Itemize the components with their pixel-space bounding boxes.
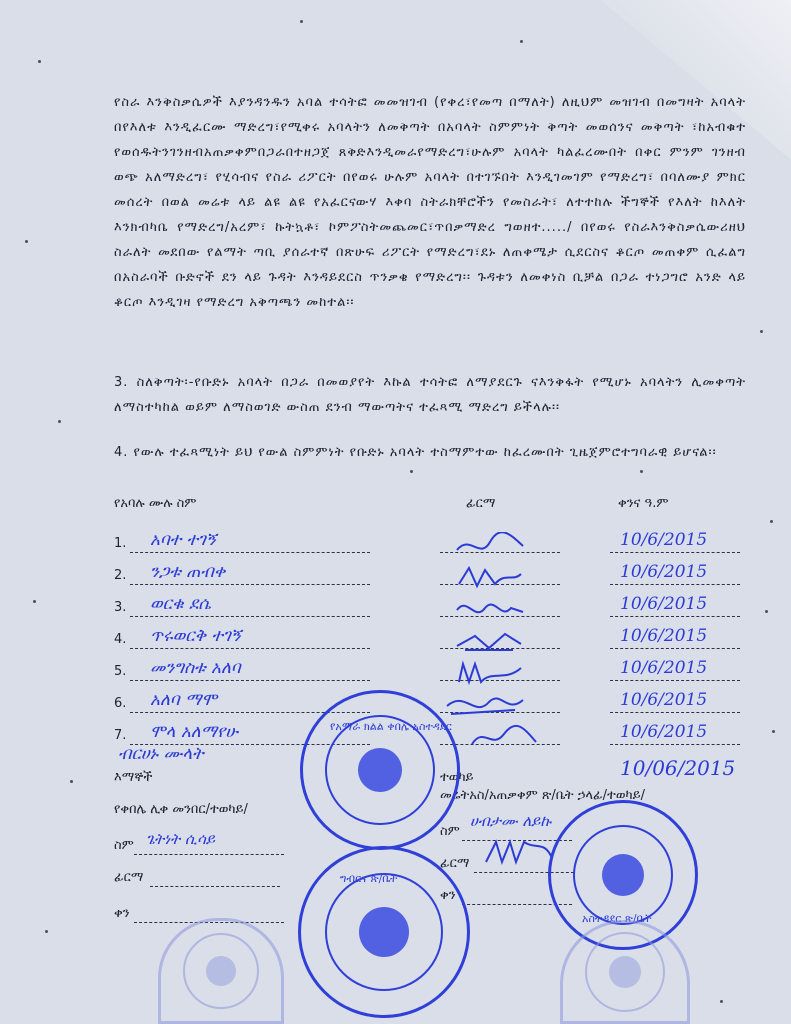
- signature-row: [0, 592, 791, 622]
- extra-sign-date: 10/06/2015: [620, 756, 736, 780]
- signature-row: [0, 528, 791, 558]
- speck: [38, 60, 41, 63]
- land-office-role: መሬትአስ/አጠቃቀም ጽ/ቤት ኃላፊ/ተወካይ/: [440, 788, 645, 803]
- signature-row: [0, 560, 791, 590]
- speck: [45, 930, 48, 933]
- sign-date: 10/6/2015: [620, 690, 708, 710]
- date-line: [610, 712, 740, 713]
- kebele-name-label: ስም: [114, 838, 134, 853]
- stamp-3-text: አስተዳደር ጽ/ቤት: [582, 912, 652, 925]
- speck: [300, 20, 303, 23]
- header-member-name: የአባሉ ሙሉ ስም: [114, 496, 197, 511]
- kebele-signature-label: ፊርማ: [114, 870, 144, 885]
- member-name: ሞላ አለማየሁ: [150, 722, 238, 742]
- row-number: 6.: [114, 696, 127, 711]
- row-number: 1.: [114, 536, 127, 551]
- sign-date: 10/6/2015: [620, 658, 708, 678]
- emblem-icon: [359, 907, 409, 957]
- row-number: 4.: [114, 632, 127, 647]
- emblem-icon: [358, 748, 402, 792]
- emblem-icon: [206, 956, 236, 986]
- member-name: ጥሩወርቅ ተገኝ: [150, 626, 241, 646]
- member-name: ወርቁ ደሴ: [150, 594, 211, 614]
- date-line: [610, 584, 740, 585]
- kebele-chair-role: የቀበሌ ሊቀ መንበር/ተወካይ/: [114, 802, 248, 817]
- signature-scribble: [455, 628, 525, 654]
- land-signature-label: ፊርማ: [440, 856, 470, 871]
- name-line: [130, 680, 370, 681]
- paragraph-validity: 4. የውሉ ተፈጻሚነት ይህ የውል ስምምነት የቡድኑ አባላት ተስማምተው ከፈረሙበት ጊዜጀምሮተግባራዊ ይሆናል፡፡: [114, 445, 717, 460]
- date-line: [610, 616, 740, 617]
- sign-date: 10/6/2015: [620, 530, 708, 550]
- sign-date: 10/6/2015: [620, 722, 708, 742]
- row-number: 3.: [114, 600, 127, 615]
- speck: [640, 470, 643, 473]
- faded-stamp-left: [158, 918, 284, 1024]
- signature-scribble: [470, 724, 540, 750]
- signature-scribble: [455, 596, 525, 622]
- speck: [770, 520, 773, 523]
- speck: [58, 420, 61, 423]
- signature-scribble: [445, 690, 525, 718]
- name-line: [130, 552, 370, 553]
- header-signature: ፊርማ: [466, 496, 496, 511]
- member-name: መንግስቱ አለባ: [150, 658, 241, 678]
- member-name: አለባ ማሞ: [150, 690, 217, 710]
- date-line: [610, 744, 740, 745]
- kebele-date-label: ቀን: [114, 906, 130, 921]
- date-line: [610, 552, 740, 553]
- row-number: 7.: [114, 728, 127, 743]
- speck: [25, 240, 28, 243]
- kebele-name-line: [134, 854, 284, 855]
- land-name-label: ስም: [440, 824, 460, 839]
- speck: [70, 780, 73, 783]
- speck: [410, 470, 413, 473]
- row-number: 2.: [114, 568, 127, 583]
- sign-date: 10/6/2015: [620, 626, 708, 646]
- speck: [720, 1000, 723, 1003]
- member-name: ንጋቱ ጠብቀ: [150, 562, 226, 582]
- speck: [520, 40, 523, 43]
- land-date-label: ቀን: [440, 888, 456, 903]
- land-signature-scribble: [484, 836, 554, 868]
- signature-scribble: [455, 564, 525, 590]
- name-line: [130, 648, 370, 649]
- emblem-icon: [602, 854, 644, 896]
- sign-date: 10/6/2015: [620, 594, 708, 614]
- representative-heading: ተወካይ: [440, 770, 474, 785]
- row-number: 5.: [114, 664, 127, 679]
- header-date: ቀንና ዓ.ም: [618, 496, 669, 511]
- extra-member-name: ብርሀኑ ሙላት: [118, 744, 204, 764]
- kebele-seal-stamp: [300, 690, 460, 850]
- signature-scribble: [455, 660, 525, 686]
- stamp-1-text: የአማራ ክልል ቀበሌ አስተዳደር: [330, 720, 452, 733]
- speck: [760, 330, 763, 333]
- paragraph-activities: የስራ እንቅስቃሴዎች እያንዳንዱን አባል ተሳትፎ መመዝገብ (የቀረ፣የመጣ በማለት) ለዚህም መዝገብ በመግዛት አባላት በየእለቱ እንዲፈርሙ ማድረግ፣የሚቀሩ አባላትን ለመቅጣት በአባላት ስምምነት ቅጣት መወሰንና መቅጣት ፣ከአብቁተ የወሰዱትንገንዘብአጠቃቀምበጋራበተዘጋጀ ጸቅድእንዲመራየማድረግ፣ሁሉም አባላት ካልፈረሙበት በቀር ምንም ገንዘብ ወጭ አለማድረግ፣ የሂሳብና የስራ ሪፖርት በየወሩ ሁሉም አባላት በተገኙበት እንዲገመገም የማድረግ፣ በባለሙያ ምክር መሰረት በወል መሬቱ ላይ ልዩ ልዩ የአፈርናውሃ እቀባ ስትራክቸሮችን የመስራት፣ ለተተከሉ ችግኞች የእለት ከእለት እንክብካቤ የማድረግ/አረም፣ ኩትኳቶ፣ ኮምፖስትመጨመር፣ጥበቃማድረ ግወዘተ...../ በየወሩ የስራእንቅስቃሴውሪዘህ ስራለት መደበው የልማት ጣቢ ያሰራተኛ በጽሁፍ ሪፖርት የማድረግ፣ደኑ ለጠቀሜታ ሲደርስና ቆርጦ መጠቀም ሲፈልግ በአስራባች ቡድኖች ደን ላይ ጉዳት እንዳይደርስ ጥንቃቄ የማድረግ፡፡ ጉዳቱን ለመቀነስ ቢቻል በጋራ ተነጋግሮ አንድ ላይ ቆርጦ እንዲገዛ የማድረግ አቅጣጫን መከተል፡፡: [114, 95, 746, 310]
- name-line: [130, 584, 370, 585]
- signature-row: [0, 624, 791, 654]
- date-line: [610, 648, 740, 649]
- member-name: አባተ ተገኝ: [150, 530, 216, 550]
- emblem-icon: [609, 956, 641, 988]
- kebele-signature-line: [150, 886, 280, 887]
- stamp-2-text: ግብርና ጽ/ቤት: [340, 872, 398, 885]
- land-name-value: ሀብታሙ ለይኩ: [470, 812, 552, 830]
- kebele-name-value: ጌትነት ሲሳይ: [146, 830, 215, 848]
- witnesses-heading: እማኞች: [114, 770, 153, 785]
- date-line: [610, 680, 740, 681]
- signature-row: [0, 656, 791, 686]
- signature-scribble: [455, 532, 525, 558]
- sign-date: 10/6/2015: [620, 562, 708, 582]
- name-line: [130, 616, 370, 617]
- paragraph-penalty: 3. ስለቅጣት፡-የቡድኑ አባላት በጋራ በመወያየት እኩል ተሳትፎ ለማያደርጉ ናእንቅፋት የሚሆኑ አባላትን ሊመቀጣት ለማስተካከል ወይም ለማስወገድ ውስጠ ደንብ ማውጣትና ተፈጻሚ ማድረግ ይችላሉ፡፡: [114, 375, 746, 415]
